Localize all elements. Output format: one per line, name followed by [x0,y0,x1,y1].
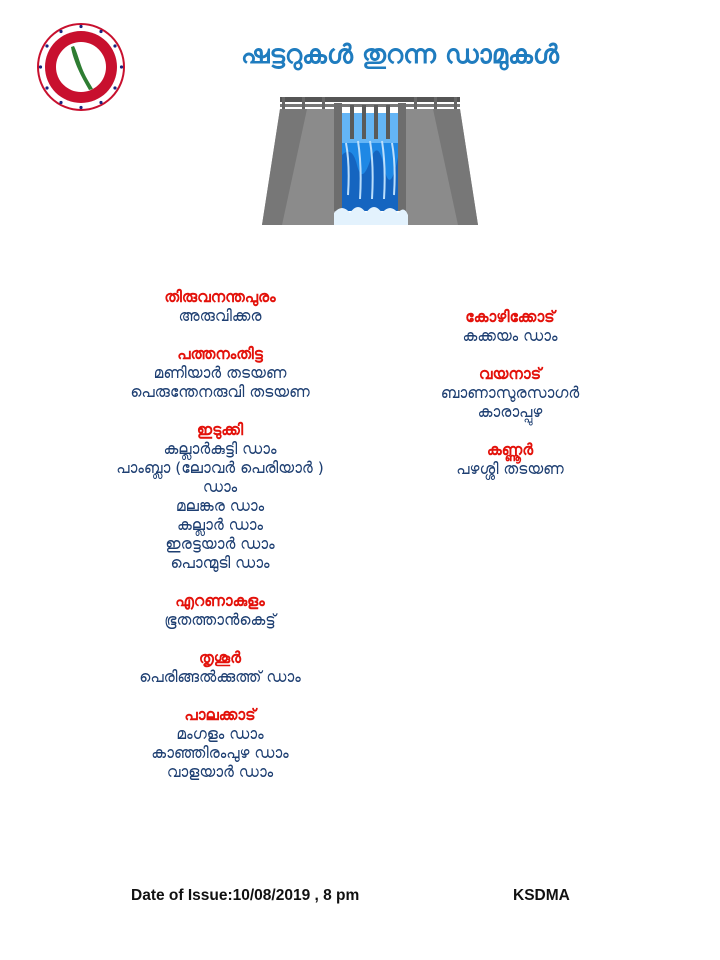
district-name: പാലക്കാട് [184,706,256,724]
right-district-list [400,308,620,498]
district-name: ഇടുക്കി [196,421,244,439]
district-group [60,421,380,573]
issue-date: Date of Issue:10/08/2019 , 8 pm [131,887,360,904]
dam-spillway-icon [262,95,478,227]
page-title: ഷട്ടറുകൾ തുറന്ന ഡാമുകൾ [241,40,559,70]
dam-name: ഡാം [202,478,238,496]
dam-name: പൊന്മുടി ഡാം [170,554,270,572]
dam-name: മലങ്കര ഡാം [175,497,265,515]
district-group [60,649,380,687]
district-group [400,441,620,479]
district-group [400,365,620,422]
district-group [60,288,380,326]
dam-name: ഭൂതത്താൻകെട്ട് [164,611,276,629]
dam-name: അരുവിക്കര [178,307,262,325]
district-group [60,345,380,402]
dam-name: മണിയാർ തടയണ [153,364,287,382]
dam-name: വാളയാർ ഡാം [166,763,274,781]
dam-name: ഇരട്ടയാർ ഡാം [165,535,275,553]
district-name: തൃശൂർ [199,649,241,667]
ksdma-emblem-icon [36,22,126,112]
organization-name: KSDMA [513,887,570,904]
dam-name: കല്ലാർ ഡാം [176,516,263,534]
district-name: തിരുവനന്തപുരം [164,288,276,306]
district-name: കോഴിക്കോട് [465,308,555,326]
dam-name: പെരുന്തേനരുവി തടയണ [130,383,310,401]
dam-name: കാരാപ്പുഴ [477,403,543,421]
dam-name: കക്കയം ഡാം [462,327,558,345]
dam-name: കാഞ്ഞിരംപുഴ ഡാം [151,744,289,762]
left-district-list [60,288,380,801]
district-name: പത്തനംതിട്ട [177,345,263,363]
district-group [400,308,620,346]
district-group [60,706,380,782]
district-group [60,592,380,630]
dam-name: പഴശ്ശി തടയണ [456,460,564,478]
dam-name: പെരിങ്ങൽക്കുത്ത് ഡാം [139,668,301,686]
district-name: കണ്ണൂർ [486,441,534,459]
dam-name: കല്ലാർകുട്ടി ഡാം [163,440,277,458]
district-name: വയനാട് [478,365,542,383]
district-name: എറണാകുളം [175,592,265,610]
dam-name: മംഗളം ഡാം [176,725,264,743]
dam-name: പാംബ്ലാ (ലോവർ പെരിയാർ ) [116,459,324,477]
dam-name: ബാണാസുരസാഗർ [440,384,580,402]
